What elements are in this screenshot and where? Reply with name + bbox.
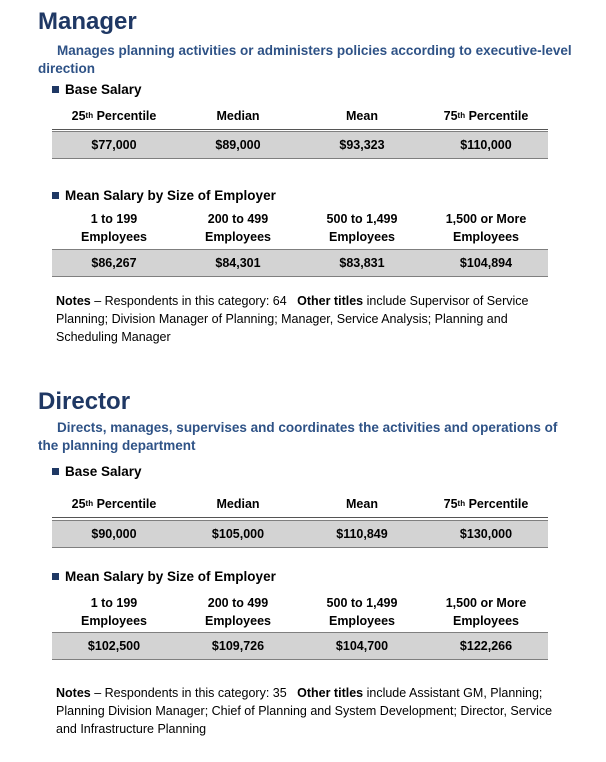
value-cell: $104,894 [459, 256, 513, 270]
other-titles-text: include Assistant GM, Planning; Planning Division Manager; Chief of Planning and System Development; Director, Service and Infrastructure Planning [56, 686, 553, 736]
section-description: Directs, manages, supervises and coordinates the activities and operations of the planning department [38, 420, 558, 453]
value-cell: $83,831 [339, 256, 385, 270]
header-cell: 200 to 499 Employees [204, 596, 271, 628]
value-cell: $110,000 [460, 138, 512, 152]
by-size-header-row [52, 209, 548, 247]
by-size-heading: Mean Salary by Size of Employer [52, 188, 276, 203]
notes-label: Notes [56, 686, 91, 700]
base-salary-header-row [52, 102, 548, 130]
notes [56, 292, 556, 346]
base-salary-header-row [52, 490, 548, 518]
value-cell: $89,000 [215, 138, 261, 152]
header-cell: 500 to 1,499 Employees [326, 212, 398, 244]
header-cell: 25 th Percentile [71, 108, 157, 123]
other-titles-label: Other titles [297, 294, 364, 308]
other-titles-text: include Supervisor of Service Planning; Division Manager of Planning; Manager, Service Analysis; Planning and Scheduling Manager [56, 294, 529, 344]
header-cell: 1 to 199 Employees [80, 596, 147, 628]
notes [56, 684, 556, 738]
base-salary-heading: Base Salary [52, 82, 142, 97]
value-cell: $104,700 [335, 639, 389, 653]
base-salary-heading: Base Salary [52, 464, 142, 479]
by-size-values-row [52, 632, 548, 660]
section-description: Manages planning activities or administers policies according to executive-level direction [38, 43, 572, 76]
by-size-values-row [52, 249, 548, 277]
bullet-icon [52, 192, 59, 199]
header-cell: 200 to 499 Employees [204, 212, 271, 244]
value-cell: $130,000 [459, 527, 513, 541]
section-title: Manager [38, 8, 137, 35]
value-cell: $110,849 [336, 527, 388, 541]
base-salary-values-row [52, 520, 548, 548]
base-salary-values-row [52, 131, 548, 159]
value-cell: $86,267 [91, 256, 137, 270]
bullet-icon [52, 86, 59, 93]
section-title: Director [38, 388, 131, 415]
header-cell: Mean [346, 496, 378, 511]
header-cell: 75 th Percentile [443, 496, 529, 511]
value-cell: $90,000 [91, 527, 137, 541]
bullet-icon [52, 573, 59, 580]
header-cell: 500 to 1,499 Employees [326, 596, 398, 628]
header-cell: 1,500 or More Employees [445, 596, 527, 628]
bullet-icon [52, 468, 59, 475]
value-cell: $109,726 [211, 639, 265, 653]
value-cell: $93,323 [339, 138, 385, 152]
value-cell: $105,000 [211, 527, 265, 541]
header-cell: 75 th Percentile [443, 108, 529, 123]
header-cell: 1 to 199 Employees [80, 212, 147, 244]
other-titles-label: Other titles [297, 686, 364, 700]
value-cell: $77,000 [91, 138, 137, 152]
header-cell: Mean [346, 108, 378, 123]
value-cell: $84,301 [215, 256, 261, 270]
by-size-header-row [52, 593, 548, 631]
notes-respondents: – Respondents in this category: 64 [90, 294, 287, 308]
by-size-heading: Mean Salary by Size of Employer [52, 569, 276, 584]
header-cell: 1,500 or More Employees [445, 212, 527, 244]
value-cell: $122,266 [459, 639, 513, 653]
header-cell: Median [216, 496, 260, 511]
notes-label: Notes [56, 294, 91, 308]
header-cell: 25 th Percentile [71, 496, 157, 511]
header-cell: Median [216, 108, 260, 123]
value-cell: $102,500 [87, 639, 141, 653]
notes-respondents: – Respondents in this category: 35 [90, 686, 287, 700]
